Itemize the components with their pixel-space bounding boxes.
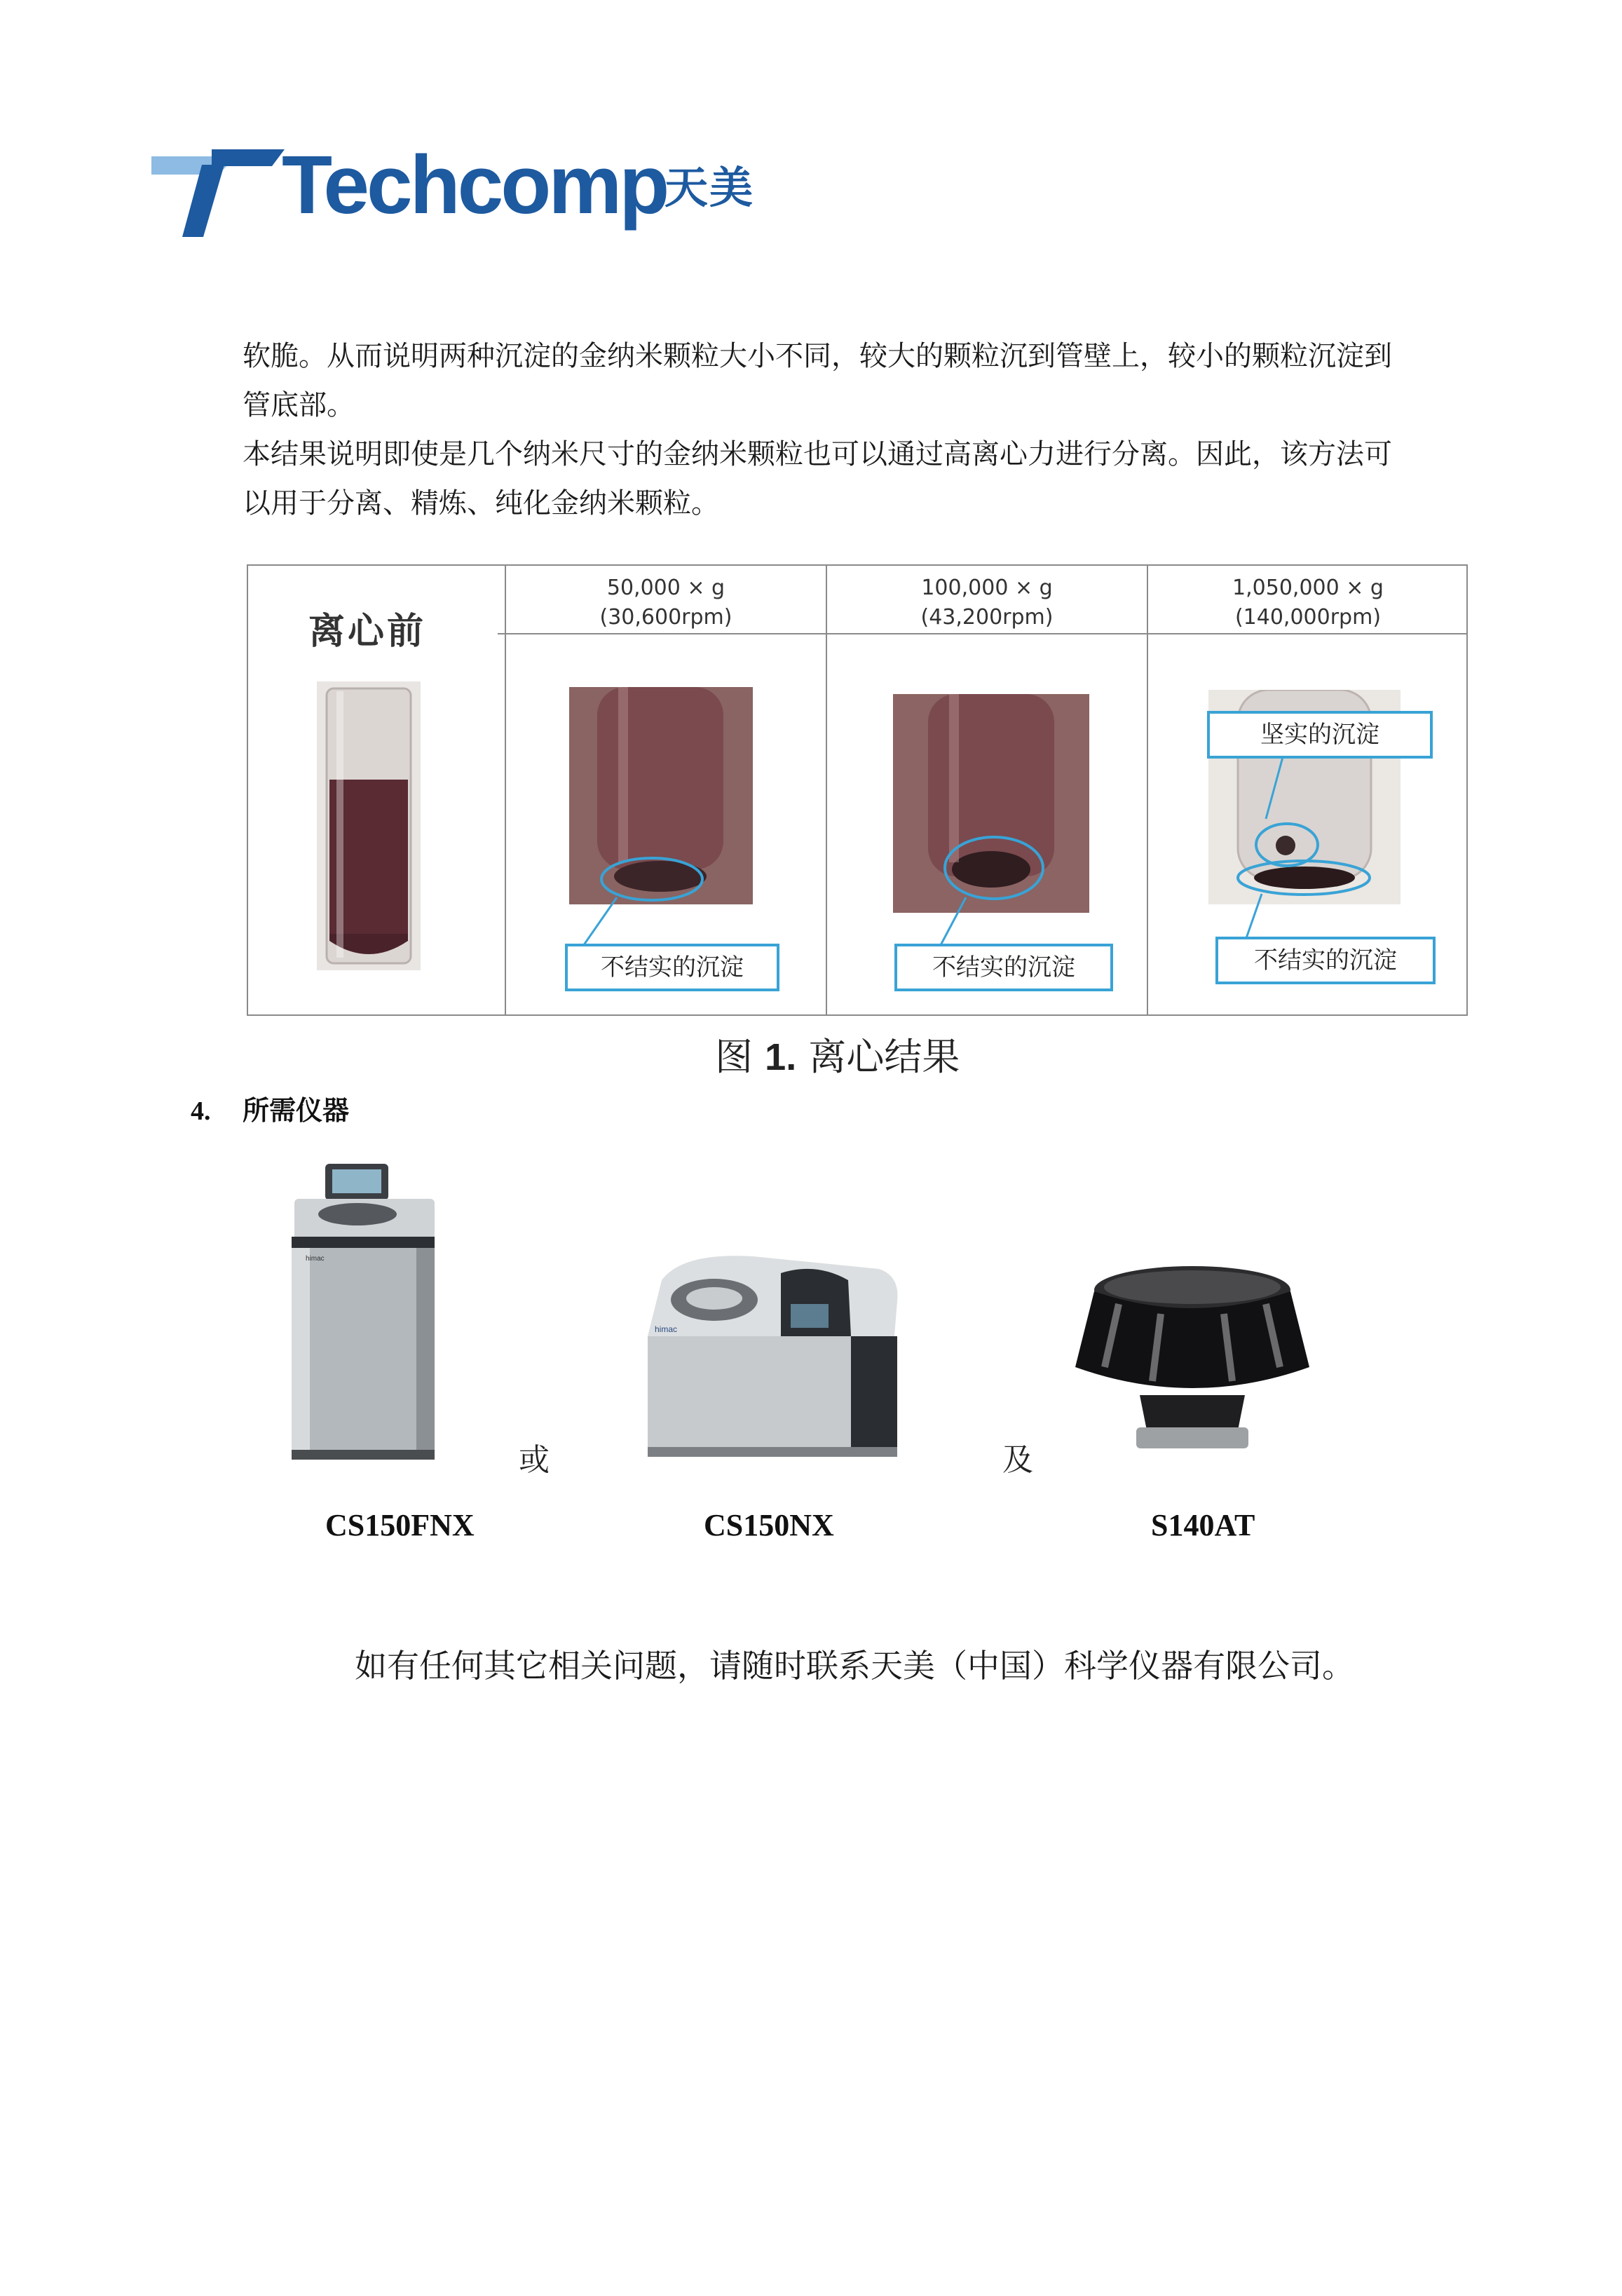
before-centrifuge-label: 离心前	[308, 610, 427, 653]
caption-text: 离心结果	[808, 1035, 960, 1079]
paragraph-line-1: 软脆。从而说明两种沉淀的金纳米颗粒大小不同，较大的颗粒沉到管壁上，较小的颗粒沉淀到	[243, 340, 1392, 372]
logo-chinese-name: 天美	[665, 162, 755, 213]
column-3-force: 1,050,000 × g	[1232, 576, 1384, 600]
model-label-cs150fnx: CS150FNX	[325, 1508, 475, 1542]
column-2-force: 100,000 × g	[921, 576, 1053, 600]
column-1-rpm: (30,600rpm)	[599, 605, 732, 630]
contact-statement: 如有任何其它相关问题，请随时联系天美（中国）科学仪器有限公司。	[355, 1647, 1354, 1685]
column-3-rpm: (140,000rpm)	[1234, 605, 1382, 630]
cs150fnx-centrifuge-image	[280, 1164, 442, 1465]
figure-caption	[715, 1027, 960, 1081]
logo-wordmark: Techcomp	[282, 139, 667, 231]
paragraph-line-3: 本结果说明即使是几个纳米尺寸的金纳米颗粒也可以通过高离心力进行分离。因此，该方法可	[243, 438, 1392, 470]
column-1-force: 50,000 × g	[606, 576, 725, 600]
column-2-rpm: (43,200rpm)	[920, 605, 1054, 630]
callout-pointer	[904, 827, 1072, 953]
section-title: 所需仪器	[243, 1095, 350, 1126]
paragraph-line-2: 管底部。	[243, 389, 355, 421]
cs150nx-centrifuge-image	[641, 1252, 900, 1462]
callout-loose-precipitate: 不结实的沉淀	[894, 944, 1113, 991]
connector-and: 及	[1002, 1442, 1033, 1478]
svg-text:himac: himac	[655, 1324, 678, 1334]
figure-header-divider	[498, 633, 1468, 634]
callout-loose-precipitate: 不结实的沉淀	[1215, 937, 1436, 984]
model-label-s140at: S140AT	[1151, 1508, 1255, 1542]
section-number: 4.	[191, 1096, 211, 1126]
connector-or: 或	[519, 1442, 550, 1478]
callout-loose-precipitate: 不结实的沉淀	[565, 944, 779, 991]
callout-firm-precipitate: 坚实的沉淀	[1207, 711, 1433, 759]
model-label-cs150nx: CS150NX	[704, 1508, 834, 1542]
caption-prefix: 图	[715, 1035, 753, 1079]
callout-pointer	[1220, 750, 1381, 939]
section-heading	[191, 1089, 349, 1127]
sample-tube-before-photo	[317, 681, 421, 970]
s140at-rotor-image	[1070, 1262, 1315, 1465]
paragraph-line-4: 以用于分离、精炼、纯化金纳米颗粒。	[243, 487, 719, 519]
caption-number: 1.	[765, 1036, 797, 1078]
techcomp-logo-mark	[151, 149, 285, 237]
svg-text:himac: himac	[306, 1255, 325, 1263]
